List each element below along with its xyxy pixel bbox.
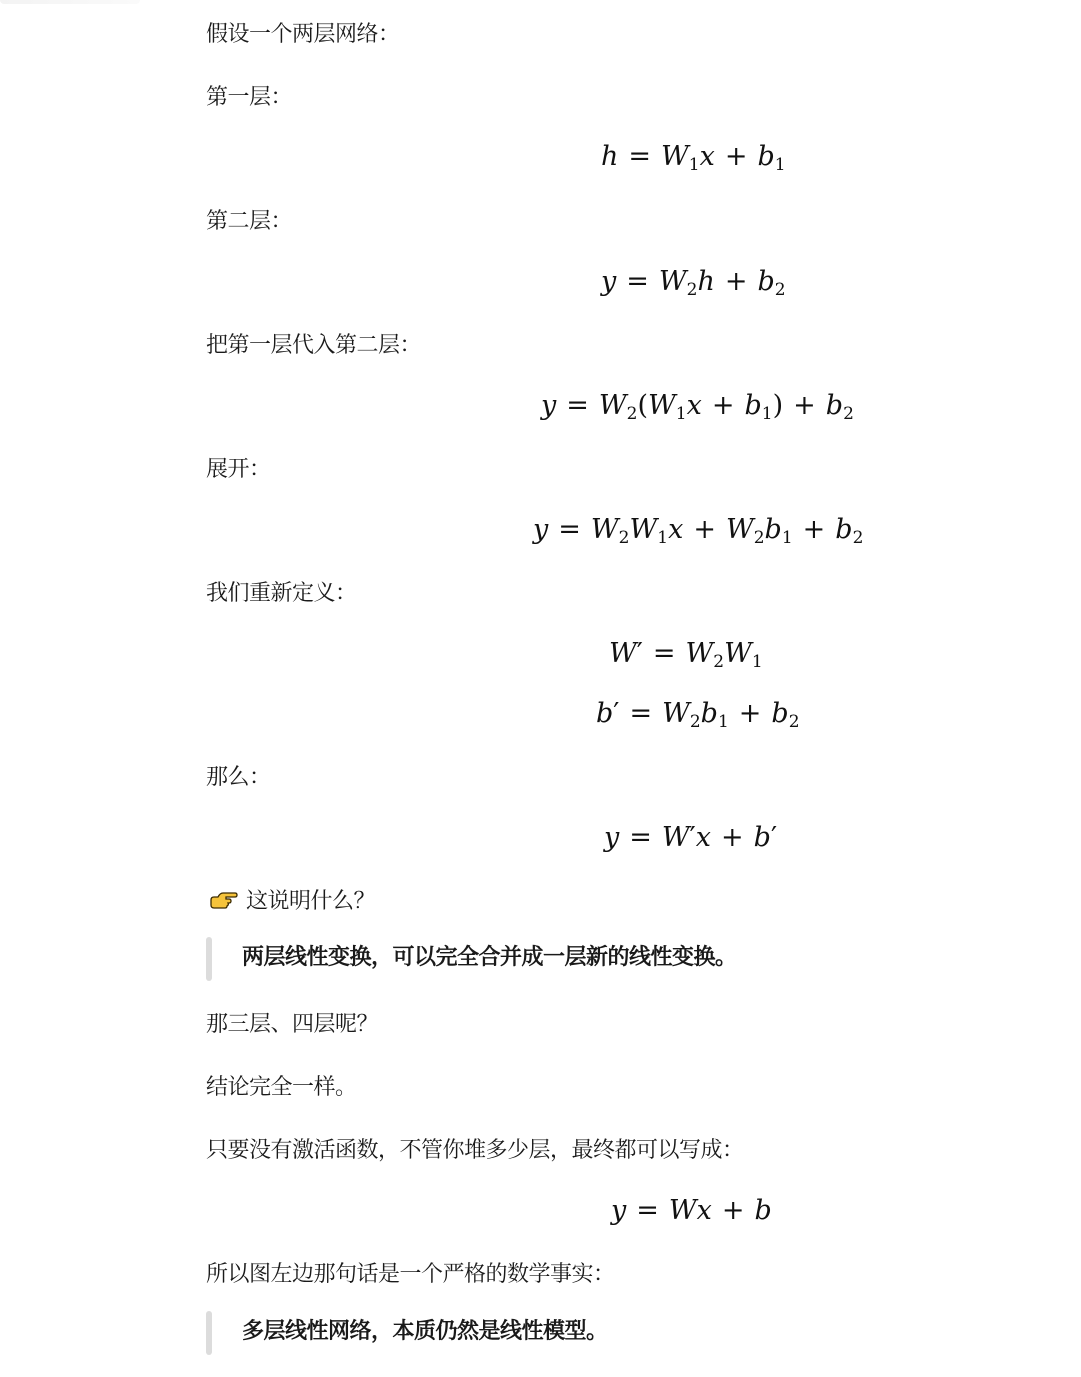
paragraph: 那三层、四层呢？ xyxy=(206,1012,379,1037)
paragraph: 假设一个两层网络： xyxy=(206,22,400,47)
paragraph: 只要没有激活函数，不管你堆多少层，最终都可以写成： xyxy=(206,1138,744,1163)
blockquote-bar xyxy=(206,1311,212,1355)
paragraph-with-emoji xyxy=(208,887,375,921)
paragraph: 第一层： xyxy=(206,85,293,110)
paragraph: 第二层： xyxy=(206,209,293,234)
paragraph-text: 这说明什么？ xyxy=(246,889,376,914)
equation-combined: y = W′x + b′ xyxy=(604,822,778,853)
top-fade-decoration xyxy=(0,0,140,4)
equation-w-prime: $W' = W_2W_1$ xyxy=(609,638,763,672)
blockquote-bar xyxy=(206,937,212,981)
paragraph: 把第一层代入第二层： xyxy=(206,333,422,358)
backhand-index-pointing-right-icon xyxy=(208,890,238,921)
equation-first-layer: $h = W_1x + b_1$ xyxy=(601,141,786,175)
paragraph: 那么： xyxy=(206,765,271,790)
equation-expanded: $y = W_2W_1x + W_2b_1 + b_2$ xyxy=(533,514,864,548)
paragraph: 所以图左边那句话是一个严格的数学事实： xyxy=(206,1262,615,1287)
blockquote-text: 多层线性网络，本质仍然是线性模型。 xyxy=(242,1319,608,1344)
paragraph: 结论完全一样。 xyxy=(206,1075,357,1100)
equation-substitution: $y = W_2(W_1x + b_1) + b_2$ xyxy=(541,390,854,424)
equation-second-layer: $y = W_2h + b_2$ xyxy=(601,266,786,300)
blockquote xyxy=(206,1311,826,1355)
blockquote-text: 两层线性变换，可以完全合并成一层新的线性变换。 xyxy=(242,945,737,970)
equation-b-prime: $b' = W_2b_1 + b_2$ xyxy=(596,698,800,732)
blockquote xyxy=(206,937,826,981)
equation-general: y = Wx + b xyxy=(611,1195,772,1226)
paragraph: 展开： xyxy=(206,457,271,482)
paragraph: 我们重新定义： xyxy=(206,581,357,606)
